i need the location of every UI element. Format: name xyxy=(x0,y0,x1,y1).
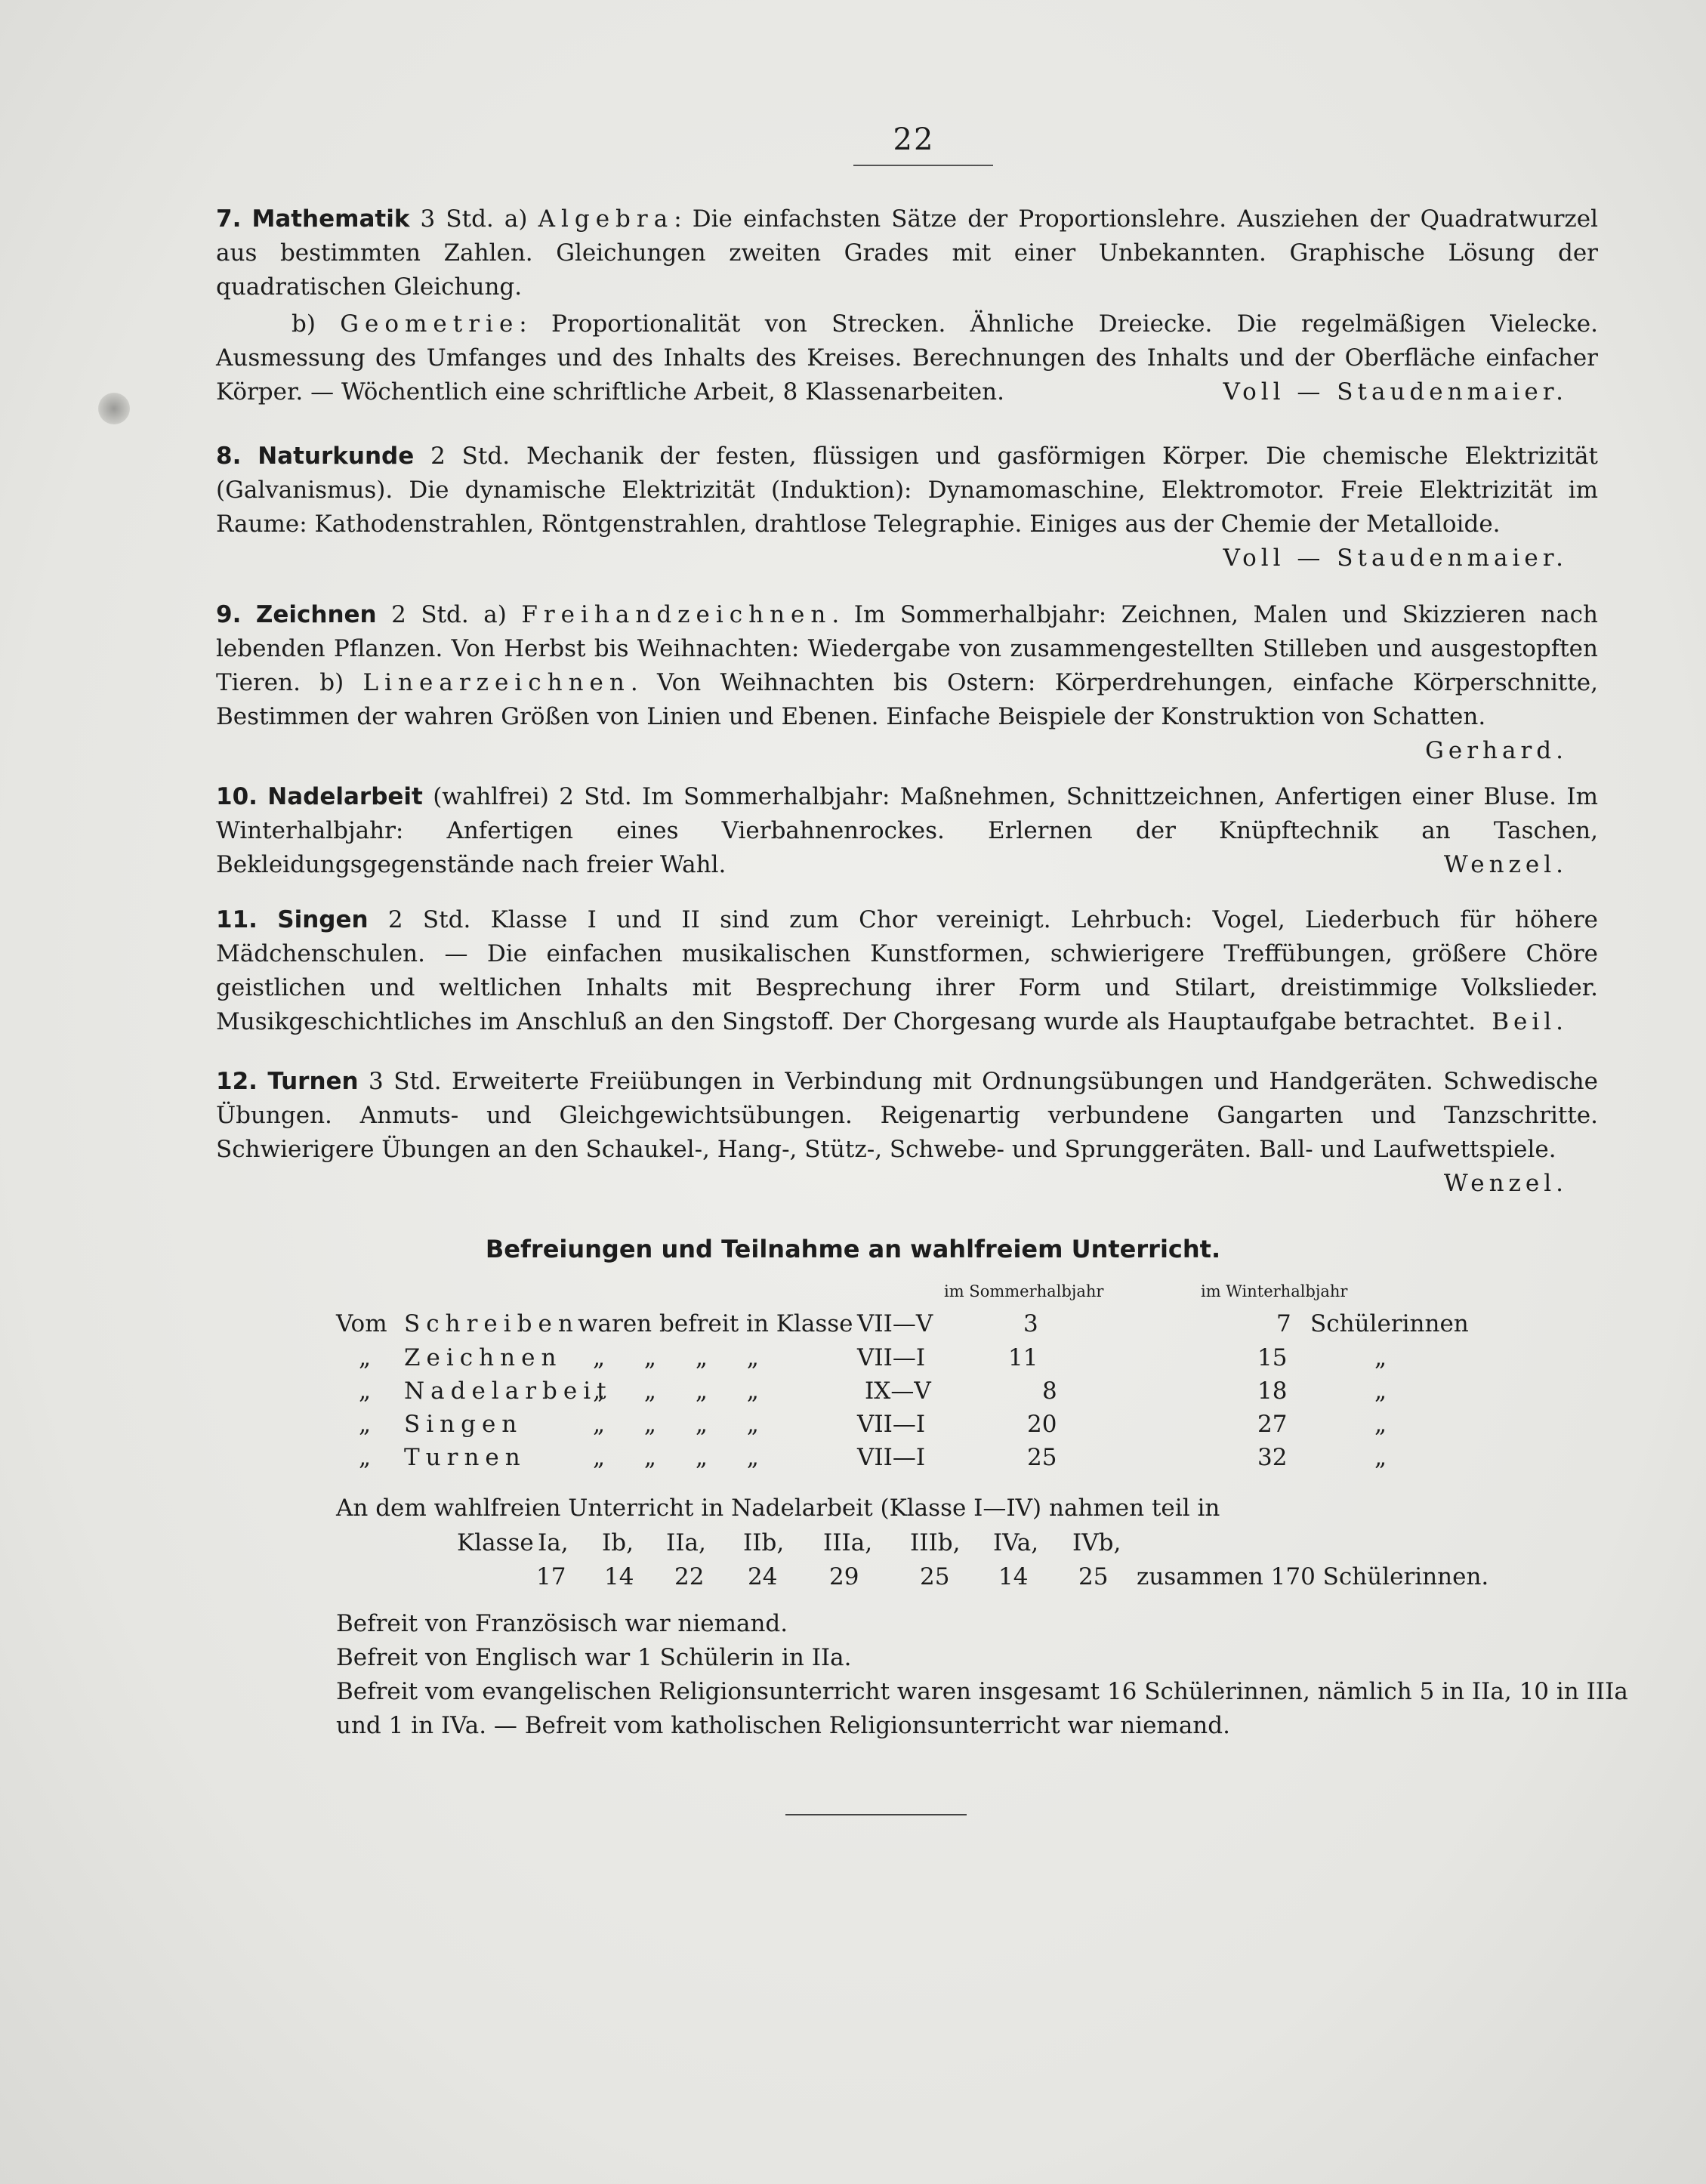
section-text: Erweiterte Freiübungen in Verbindung mit Ordnungsübungen und Handgeräten. Schwedische Übungen. Anmuts- und Gleichgewichtsübungen. Reigenartig verbundene Gangarten und Tanzschritte. Schwierigere Übungen an den Schaukel-, Hang-, Stütz-, Schwebe- und Sprunggeräten. Ball- und Laufwettspiele. xyxy=(216,1068,1598,1163)
row-prefix: „ xyxy=(359,1344,372,1371)
row-prefix: „ xyxy=(359,1444,372,1471)
row-unit: „ xyxy=(1374,1377,1387,1405)
section-number: 7. xyxy=(216,205,242,233)
section-text: Im Sommerhalbjahr: Maßnehmen, Schnittzeichnen, Anfertigen einer Bluse. Im Winterhalbjahr: Anfertigen eines Vierbahnenrockes. Erlernen der Knüpftechnik an Taschen, Bekleidungsgegenstände nach freier Wahl. xyxy=(216,783,1599,878)
klasse-name: Ib, xyxy=(602,1529,634,1556)
teacher-name: Gerhard. xyxy=(1425,737,1568,764)
section-number: 11. xyxy=(216,906,258,933)
row-connector: „ „ „ „ xyxy=(593,1344,759,1371)
klasse-count: 29 xyxy=(829,1563,859,1590)
klasse-count: 14 xyxy=(604,1563,634,1590)
section-nadelarbeit xyxy=(216,780,1598,882)
section-hours: 2 Std. xyxy=(414,443,526,470)
row-winter: 18 xyxy=(1257,1377,1288,1405)
section-hours: 3 Std. xyxy=(358,1068,452,1095)
participation-total: zusammen 170 Schülerinnen. xyxy=(1137,1563,1489,1590)
teacher-name: Beil. xyxy=(1492,1008,1568,1035)
section-number: 8. xyxy=(216,443,242,470)
section-hours: 3 Std. a) xyxy=(409,205,538,233)
row-subject: Turnen xyxy=(404,1444,526,1471)
section-text: . Von Weihnachten bis Ostern: Körperdrehungen, einfache Körperschnitte, Bestimmen der wahren Größen von Linien und Ebenen. Einfache Beispiele der Konstruktion von Schatten. xyxy=(216,669,1599,730)
teacher-name: Wenzel. xyxy=(1443,851,1568,878)
section-text: Klasse I und II sind zum Chor vereinigt. Lehrbuch: Vogel, Liederbuch für höhere Mädchenschulen. — Die einfachen musikalischen Kunstformen, schwierigere Treffübungen, größere Chöre geistlichen und weltlichen Inhalts mit Besprechung ihrer Form und Stilart, dreistimmige Volkslieder. Musikgeschichtliches im Anschluß an den Singstoff. Der Chorgesang wurde als Hauptaufgabe betrachtet. xyxy=(216,906,1598,1035)
row-winter: 7 xyxy=(1276,1310,1291,1337)
row-unit: „ xyxy=(1374,1444,1387,1471)
section-subject: Turnen xyxy=(267,1068,359,1095)
klasse-name: IIa, xyxy=(666,1529,706,1556)
section-naturkunde xyxy=(216,440,1598,575)
section-turnen xyxy=(216,1065,1598,1201)
section-subject: Mathematik xyxy=(251,205,410,233)
row-klasse: VII—I xyxy=(857,1344,926,1371)
section-hours: 2 Std. a) xyxy=(376,601,522,628)
row-prefix: Vom xyxy=(336,1310,387,1337)
row-summer: 11 xyxy=(1008,1344,1038,1371)
klasse-name: IIIa, xyxy=(823,1529,873,1556)
english-exemption: Befreit von Englisch war 1 Schülerin in IIa. xyxy=(336,1644,852,1671)
klasse-name: IVb, xyxy=(1072,1529,1121,1556)
row-prefix: „ xyxy=(359,1377,372,1405)
section-subject: Naturkunde xyxy=(258,443,415,470)
bottom-divider xyxy=(785,1814,967,1815)
row-subject: Schreiben xyxy=(404,1310,579,1337)
klasse-name: IIb, xyxy=(743,1529,785,1556)
section-singen xyxy=(216,903,1598,1039)
row-connector: „ „ „ „ xyxy=(593,1444,759,1471)
part-label: Freihandzeichnen xyxy=(521,601,832,628)
klasse-name: IIIb, xyxy=(910,1529,961,1556)
row-subject: Singen xyxy=(404,1411,523,1438)
row-winter: 27 xyxy=(1257,1411,1288,1438)
row-summer: 25 xyxy=(1027,1444,1057,1471)
part-label: Algebra xyxy=(538,205,674,233)
row-winter: 15 xyxy=(1257,1344,1288,1371)
row-connector: „ „ „ „ xyxy=(593,1377,759,1405)
section-number: 10. xyxy=(216,783,258,810)
row-summer: 8 xyxy=(1042,1377,1057,1405)
exemptions-title: Befreiungen und Teilnahme an wahlfreiem Unterricht. xyxy=(485,1235,1221,1263)
row-klasse: IX—V xyxy=(865,1377,931,1405)
klasse-count: 14 xyxy=(998,1563,1029,1590)
page-number: 22 xyxy=(893,122,935,157)
ink-blot xyxy=(98,393,130,424)
klasse-count: 25 xyxy=(1078,1563,1109,1590)
klasse-count: 17 xyxy=(536,1563,566,1590)
exemption-row xyxy=(336,1377,1544,1411)
klasse-count: 24 xyxy=(748,1563,778,1590)
nadelarbeit-intro: An dem wahlfreien Unterricht in Nadelarbeit (Klasse I—IV) nahmen teil in xyxy=(336,1495,1220,1522)
section-hours: (wahlfrei) 2 Std. xyxy=(422,783,643,810)
row-unit: Schülerinnen xyxy=(1310,1310,1469,1337)
row-unit: „ xyxy=(1374,1411,1387,1438)
section-subject: Singen xyxy=(277,906,369,933)
klasse-count: 25 xyxy=(920,1563,950,1590)
teacher-name: Wenzel. xyxy=(1443,1170,1568,1197)
religion-exemption-line1: Befreit vom evangelischen Religionsunterricht waren insgesamt 16 Schülerinnen, nämlich 5 in IIa, 10 in IIIa xyxy=(336,1678,1628,1705)
row-summer: 20 xyxy=(1027,1411,1057,1438)
page-number-rule xyxy=(853,165,993,166)
section-subject: Zeichnen xyxy=(255,601,377,628)
section-zeichnen xyxy=(216,598,1598,768)
part-label: Geometrie xyxy=(340,310,520,338)
exemption-row xyxy=(336,1444,1544,1477)
section-text: Mechanik der festen, flüssigen und gasförmigen Körper. Die chemische Elektrizität (Galvanismus). Die dynamische Elektrizität (Induktion): Dynamomaschine, Elektromotor. Freie Elektrizität im Raume: Kathodenstrahlen, Röntgenstrahlen, drahtlose Telegraphie. Einiges aus der Chemie der Metalloide. xyxy=(216,443,1598,538)
section-number: 12. xyxy=(216,1068,258,1095)
section-text: : Die einfachsten Sätze der Proportionslehre. Ausziehen der Quadratwurzel aus bestimmten Zahlen. Gleichungen zweiten Grades mit einer Unbekannten. Graphische Lösung der quadratischen Gleichung. xyxy=(216,205,1598,301)
klasse-name: IVa, xyxy=(993,1529,1039,1556)
section-subject: Nadelarbeit xyxy=(267,783,423,810)
section-mathematik xyxy=(216,202,1598,409)
row-winter: 32 xyxy=(1257,1444,1288,1471)
row-connector: waren befreit in Klasse xyxy=(578,1310,853,1337)
row-subject: Nadelarbeit xyxy=(404,1377,612,1405)
row-klasse: VII—V xyxy=(857,1310,933,1337)
teacher-name: Voll — Staudenmaier. xyxy=(1223,378,1568,406)
klasse-name: Ia, xyxy=(538,1529,569,1556)
section-number: 9. xyxy=(216,601,242,628)
klasse-count: 22 xyxy=(674,1563,705,1590)
exemption-row xyxy=(336,1310,1544,1343)
french-exemption: Befreit von Französisch war niemand. xyxy=(336,1610,788,1637)
klasse-label: Klasse xyxy=(457,1529,534,1556)
section-text: . Im Sommerhalbjahr: Zeichnen, Malen und Skizzieren nach lebenden Pflanzen. Von Herbst bis Weihnachten: Wiedergabe von zusammengestellten Stilleben und ausgestopften Tieren. b) xyxy=(216,601,1599,696)
exemption-row xyxy=(336,1411,1544,1444)
row-klasse: VII—I xyxy=(857,1444,926,1471)
part-label: Linearzeichnen xyxy=(362,669,631,696)
row-unit: „ xyxy=(1374,1344,1387,1371)
religion-exemption-line2: und 1 in IVa. — Befreit vom katholischen Religionsunterricht war niemand. xyxy=(336,1712,1230,1739)
section-text: : Proportionalität von Strecken. Ähnliche Dreiecke. Die regelmäßigen Vielecke. Ausmessung des Umfanges und des Inhalts des Kreises. Berechnungen des Inhalts und der Oberfläche einfacher Körper. — Wöchentlich eine schriftliche Arbeit, 8 Klassenarbeiten. xyxy=(216,310,1598,406)
exemption-row xyxy=(336,1344,1544,1377)
row-summer: 3 xyxy=(1023,1310,1038,1337)
row-klasse: VII—I xyxy=(857,1411,926,1438)
column-header-summer: im Sommerhalbjahr xyxy=(944,1282,1104,1300)
teacher-name: Voll — Staudenmaier. xyxy=(1223,544,1568,572)
section-hours: 2 Std. xyxy=(368,906,491,933)
part-prefix: b) xyxy=(292,310,341,338)
row-subject: Zeichnen xyxy=(404,1344,563,1371)
row-prefix: „ xyxy=(359,1411,372,1438)
column-header-winter: im Winterhalbjahr xyxy=(1201,1282,1348,1300)
row-connector: „ „ „ „ xyxy=(593,1411,759,1438)
